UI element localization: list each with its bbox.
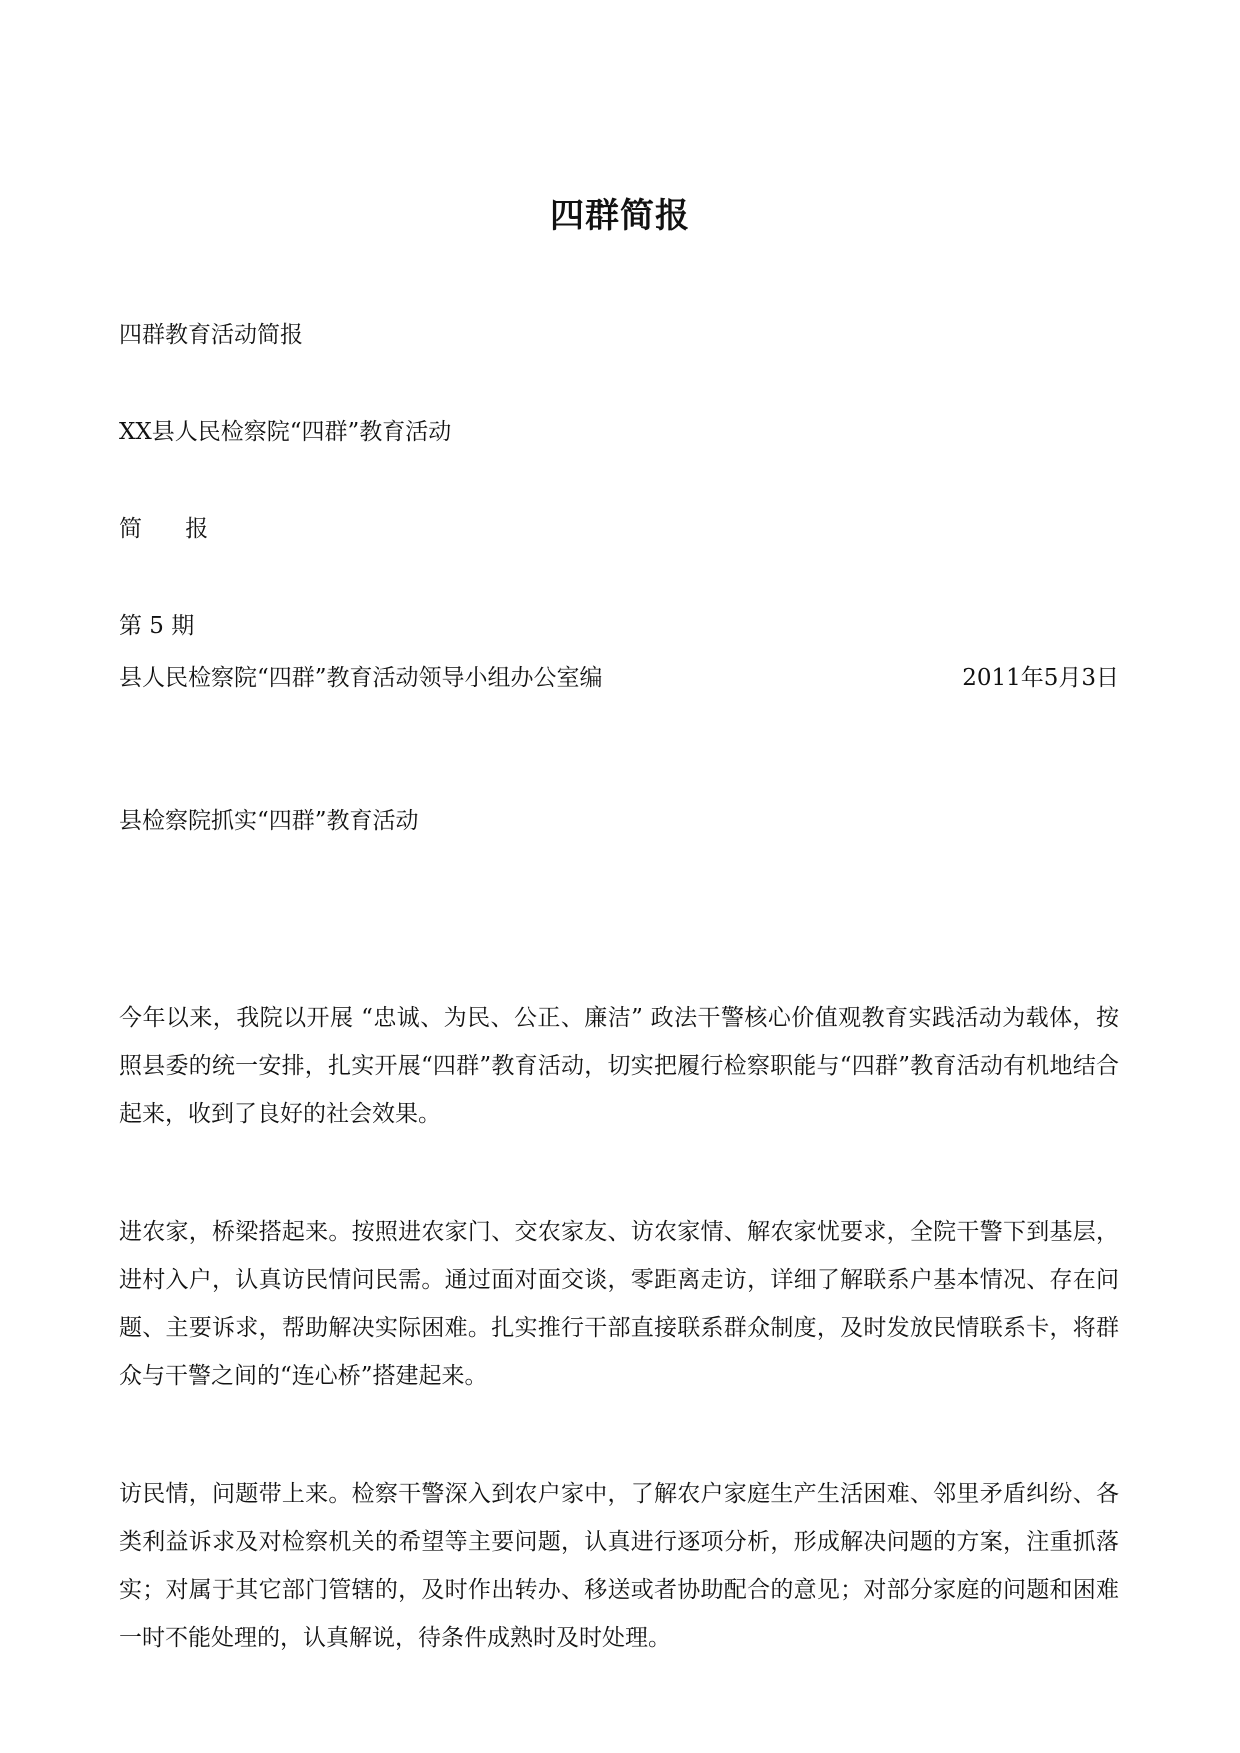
issue-number: 第 5 期 bbox=[119, 613, 195, 639]
brief-label: 简 报 bbox=[119, 516, 227, 542]
paragraph-visit-farmers: 进农家，桥梁搭起来。按照进农家门、交农家友、访农家情、解农家忧要求，全院干警下到基层，进村入户，认真访民情问民需。通过面对面交谈，零距离走访，详细了解联系户基本情况、存在问题、主要诉求，帮助解决实际困难。扎实推行干部直接联系群众制度，及时发放民情联系卡，将群众与干警之间的“连心桥”搭建起来。 bbox=[119, 1219, 1119, 1389]
bulletin-subtitle: 四群教育活动简报 bbox=[119, 322, 303, 348]
org-activity-line: XX县人民检察院“四群”教育活动 bbox=[119, 419, 452, 445]
paragraph-intro: 今年以来，我院以开展 “忠诚、为民、公正、廉洁” 政法干警核心价值观教育实践活动为载体，按照县委的统一安排，扎实开展“四群”教育活动，切实把履行检察职能与“四群”教育活动有机地结合起来，收到了良好的社会效果。 bbox=[119, 1005, 1119, 1127]
document-title: 四群简报 bbox=[550, 196, 690, 236]
paragraph-listen-people: 访民情，问题带上来。检察干警深入到农户家中，了解农户家庭生产生活困难、邻里矛盾纠纷、各类利益诉求及对检察机关的希望等主要问题，认真进行逐项分析，形成解决问题的方案，注重抓落实；对属于其它部门管辖的，及时作出转办、移送或者协助配合的意见；对部分家庭的问题和困难一时不能处理的，认真解说，待条件成熟时及时处理。 bbox=[119, 1481, 1119, 1651]
issuer-line bbox=[119, 661, 1119, 695]
issue-date: 2011年5月3日 bbox=[962, 665, 1119, 691]
issuer-name: 县人民检察院“四群”教育活动领导小组办公室编 bbox=[119, 665, 603, 691]
article-title: 县检察院抓实“四群”教育活动 bbox=[119, 808, 419, 834]
